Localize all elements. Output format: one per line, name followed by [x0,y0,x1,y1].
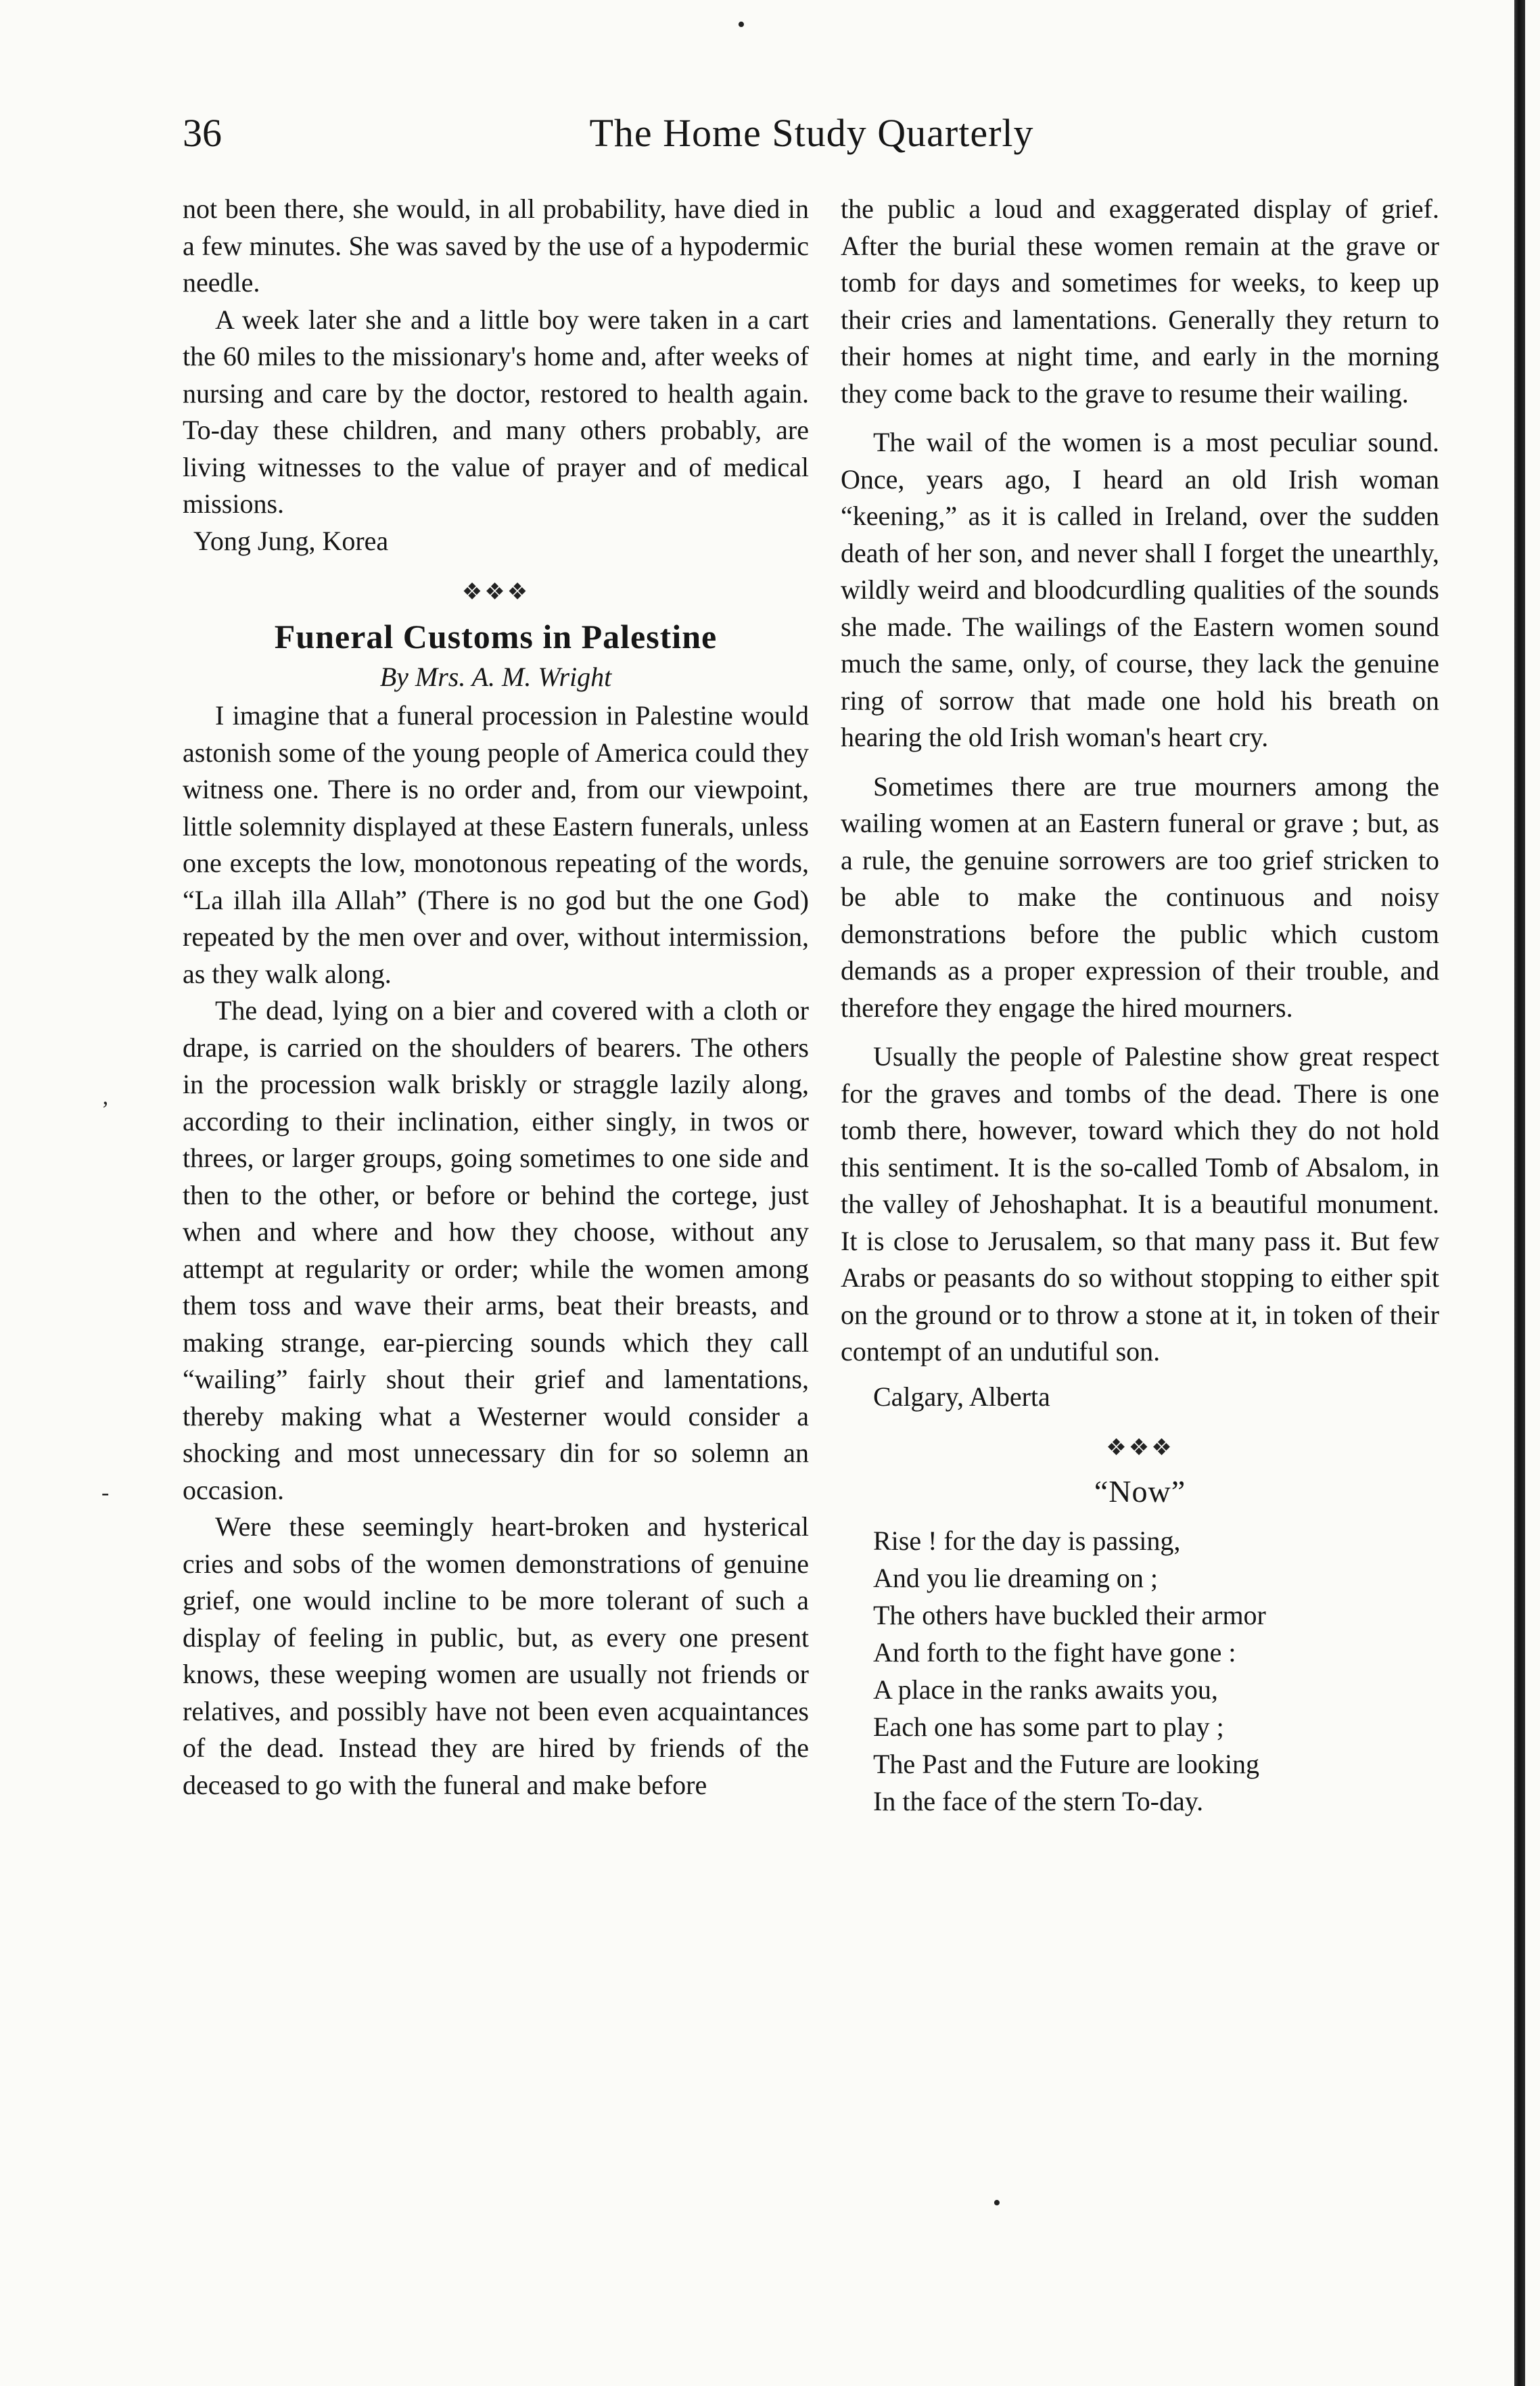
article-paragraph: The wail of the women is a most peculiar sound. Once, years ago, I heard an old Irish woman “keening,” as it is called in Ireland, over the sudden death of her son, and never shall I forget the unearthly, wildly weird and bloodcurdling qualities of the sounds she made. The wailings of the Eastern women sound much the same, only, of course, they lack the genuine ring of sorrow that made one hold his breath on hearing the old Irish woman's heart cry. [841,427,1439,752]
continued-paragraph: not been there, she would, in all probability, have died in a few minutes. She was saved by the use of a hypodermic needle. [183,193,809,298]
article-paragraph: Sometimes there are true mourners among the wailing women at an Eastern funeral or grave ; but, as a rule, the genuine sorrowers are too grief stricken to be able to make the continuous and noisy demonstrations before the public which custom demands as a proper expression of their trouble, and therefore they engage the hired mourners. [841,771,1439,1023]
article-paragraph: Usually the people of Palestine show great respect for the graves and tombs of the dead. There is one tomb there, however, toward which they do not hold this sentiment. It is the so-called Tomb of Absalom, in the valley of Jehoshaphat. It is a beautiful monument. It is close to Jerusalem, so that many pass it. But few Arabs or peasants do so without stopping to either spit on the ground or to throw a stone at it, in token of their contempt of an undutiful son. [841,1041,1439,1367]
article-paragraph: the public a loud and exaggerated display of grief. After the burial these women remain at the grave or tomb for days and sometimes for weeks, to keep up their cries and lamentations. Generally they return to their homes at night time, and early in the morning they come back to the grave to resume their wailing. [841,193,1439,409]
calgary-signature: Calgary, Alberta [873,1381,1050,1412]
poem-line: The others have buckled their armor [873,1600,1266,1630]
poem-line: And you lie dreaming on ; [873,1563,1159,1593]
article-paragraph: Were these seemingly heart-broken and hysterical cries and sobs of the women demonstrations of genuine grief, one would incline to be more tolerant of such a display of feeling in public, but, as every one present knows, these weeping women are usually not friends or relatives, and possibly have not been even acquaintances of the dead. Instead they are hired by friends of the deceased to go with the funeral and make before [183,1511,809,1800]
scan-speck: - [101,1480,110,1505]
continued-paragraph: A week later she and a little boy were taken in a cart the 60 miles to the missionary's home and, after weeks of nursing and care by the doctor, restored to health again. To-day these children, and many others probably, are living witnesses to the value of prayer and of medical missions. [183,304,809,519]
scan-speck: • [993,2190,1001,2216]
scan-speck: • [737,12,745,37]
section-ornament: ❖❖❖ [1106,1436,1174,1461]
article-paragraph: The dead, lying on a bier and covered with a cloth or drape, is carried on the shoulders of bearers. The others in the procession walk briskly or straggle lazily along, according to their inclination, either singly, in twos or threes, or larger groups, going sometimes to one side and then to the other, or before or behind the cortege, just when and where and how they choose, without any attempt at regularity or order; while the women among them toss and wave their arms, beat their breasts, and making strange, ear-piercing sounds which they call “wailing” fairly shout their grief and lamentations, thereby making what a Westerner would consider a shocking and most unnecessary din for so solemn an occasion. [183,995,809,1505]
article-title: Funeral Customs in Palestine [274,618,718,656]
poem-line: The Past and the Future are looking [873,1749,1259,1779]
korea-signature: Yong Jung, Korea [193,525,389,556]
poem-line: Rise ! for the day is passing, [873,1525,1181,1556]
poem-line: Each one has some part to play ; [873,1712,1224,1742]
page-header [183,103,1441,164]
scan-speck: ‚ [101,1084,110,1109]
article-byline: By Mrs. A. M. Wright [379,662,612,692]
running-title: The Home Study Quarterly [589,111,1034,155]
poem-line: A place in the ranks awaits you, [873,1674,1218,1705]
section-ornament: ❖❖❖ [461,580,530,605]
poem-line: And forth to the fight have gone : [873,1637,1236,1668]
poem [841,1522,1439,1820]
left-column [183,191,809,1804]
poem-title: “Now” [1094,1474,1186,1509]
right-column [841,191,1439,1820]
poem-line: In the face of the stern To-day. [873,1786,1204,1816]
scan-edge-bar [1514,0,1525,2386]
article-paragraph: I imagine that a funeral procession in Palestine would astonish some of the young people of America could they witness one. There is no order and, from our viewpoint, little solemnity displayed at these Eastern funerals, unless one excepts the low, monotonous repeating of the words, “La illah illa Allah” (There is no god but the one God) repeated by the men over and over, without intermission, as they walk along. [183,700,809,989]
page-number: 36 [183,111,222,155]
